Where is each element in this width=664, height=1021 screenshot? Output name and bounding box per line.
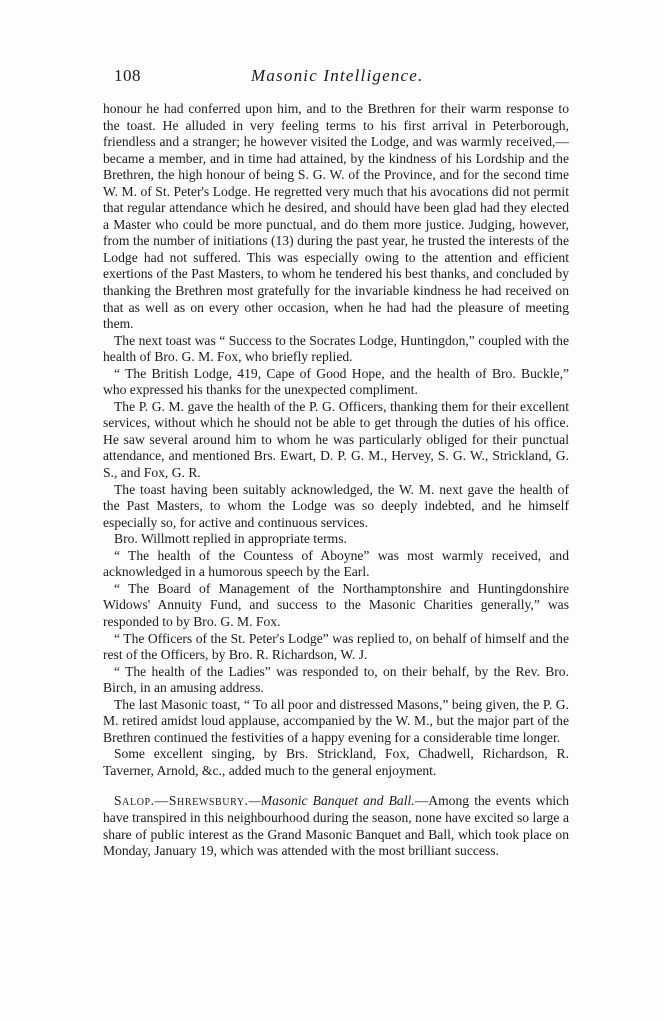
paragraph: honour he had conferred upon him, and to the Brethren for their warm response to the toast. He alluded in very feeling terms to his first arrival in Peterborough, friendless and a stranger; he however visited the Lodge, and was warmly received,—became a member, and in time had attained, by the kindness of his Lordship and the Brethren, the high honour of being S. G. W. of the Province, and for the second time W. M. of St. Peter's Lodge. He regretted very much that his avocations did not permit that regular attendance which he desired, and should have been glad had they elected a Master who could be more punctual, and do them more justice. Judging, however, from the number of initiations (13) during the past year, he trusted the interests of the Lodge had not suffered. This was especially owing to the attention and efficient exertions of the Past Masters, to whom he tendered his best thanks, and concluded by thanking the Brethren most gratefully for the invariable kindness he had received on that as well as on every other occasion, when he had had the pleasure of meeting them.: [103, 101, 569, 332]
paragraph: Bro. Willmott replied in appropriate terms.: [114, 531, 347, 547]
salop-heading: —Masonic Banquet and Ball.: [248, 793, 415, 809]
paragraph: “ The health of the Ladies” was responded to, on their behalf, by the Rev. Bro. Birch, in an amusing address.: [103, 663, 569, 696]
paragraph: The last Masonic toast, “ To all poor and distressed Masons,” being given, the P. G. M. retired amidst loud applause, accompanied by the W. M., but the major part of the Brethren continued the festivities of a happy evening for a considerable time longer.: [103, 696, 569, 745]
salop-county: Salop.: [114, 793, 155, 809]
salop-section: [103, 793, 569, 859]
running-title: Masonic Intelligence.: [251, 66, 424, 85]
article-body: [103, 101, 569, 860]
page-header: [103, 66, 569, 88]
paragraph: “ The Board of Management of the Northamptonshire and Huntingdonshire Widows' Annuity Fund, and success to the Masonic Charities generally,” was responded to by Bro. G. M. Fox.: [103, 580, 569, 629]
paragraph: Some excellent singing, by Brs. Strickland, Fox, Chadwell, Richardson, R. Taverner, Arnold, &c., added much to the general enjoyment.: [103, 746, 569, 778]
paragraph: The toast having been suitably acknowledged, the W. M. next gave the health of the Past Masters, to whom the Lodge was so deeply indebted, and he himself especially so, for active and continuous services.: [103, 481, 569, 530]
salop-text: —Among the events which have transpired in this neighbourhood during the season, none have excited so large a share of public interest as the Grand Masonic Banquet and Ball, which took place on Monday, January 19, which was attended with the most brilliant success.: [103, 793, 569, 859]
paragraph: The P. G. M. gave the health of the P. G. Officers, thanking them for their excellent services, without which he should not be able to get through the duties of his office. He saw several around him to whom he was particularly obliged for their punctual attendance, and mentioned Brs. Ewart, D. P. G. M., Hervey, S. G. W., Strickland, G. S., and Fox, G. R.: [103, 398, 569, 481]
paragraph: “ The British Lodge, 419, Cape of Good Hope, and the health of Bro. Buckle,” who expressed his thanks for the unexpected compliment.: [103, 365, 569, 398]
paragraph: The next toast was “ Success to the Socrates Lodge, Huntingdon,” coupled with the health of Bro. G. M. Fox, who briefly replied.: [103, 332, 569, 365]
salop-town: —Shrewsbury.: [154, 793, 249, 809]
page-number: 108: [114, 66, 141, 85]
paragraph: “ The health of the Countess of Aboyne” was most warmly received, and acknowledged in a humorous speech by the Earl.: [103, 547, 569, 580]
paragraph: “ The Officers of the St. Peter's Lodge” was replied to, on behalf of himself and the rest of the Officers, by Bro. R. Richardson, W. J.: [103, 630, 569, 663]
